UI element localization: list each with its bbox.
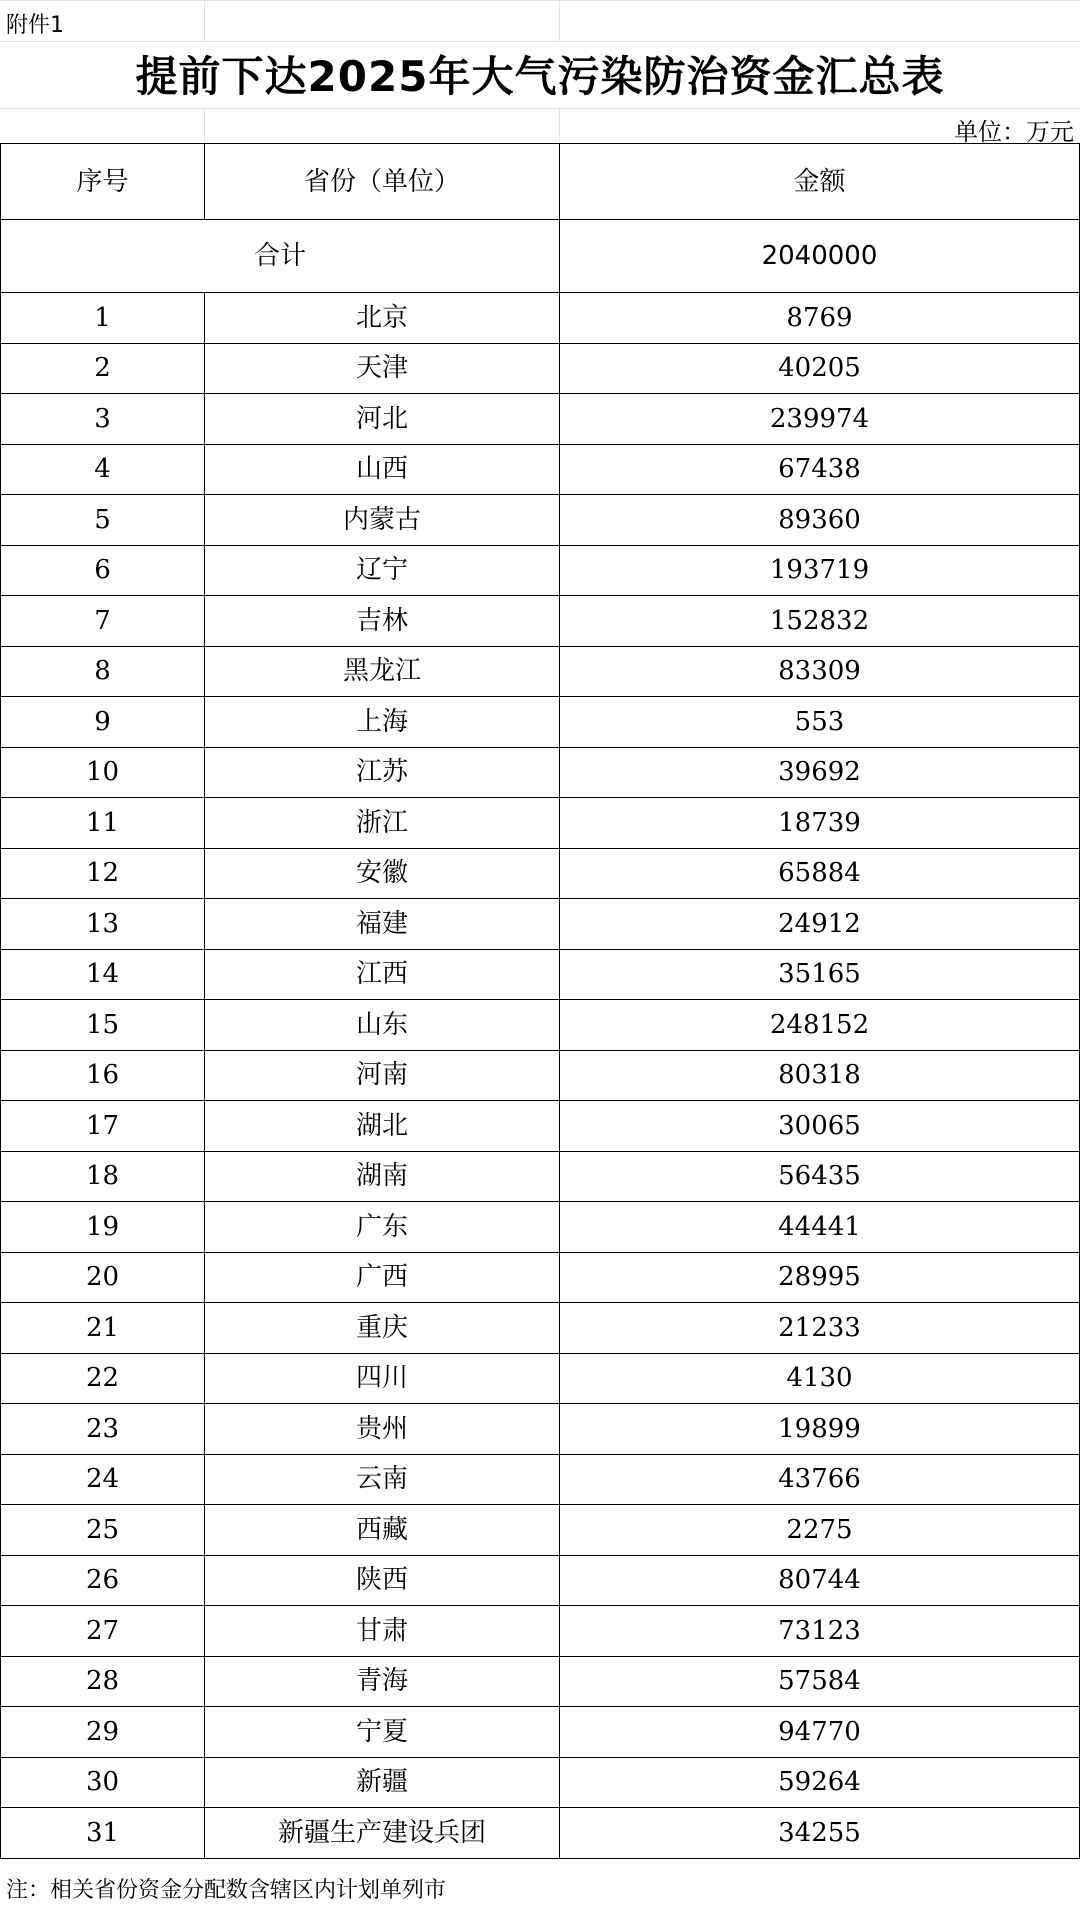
table-row: [1, 1202, 1080, 1253]
row-index-cell: 16: [1, 1050, 205, 1101]
table-row: [1, 1656, 1080, 1707]
table-row: [1, 1505, 1080, 1556]
header-province: 省份（单位）: [205, 144, 560, 220]
row-province-cell: 江苏: [205, 747, 560, 798]
row-province-cell: 辽宁: [205, 545, 560, 596]
row-index-cell: 5: [1, 495, 205, 546]
row-province-cell: 西藏: [205, 1505, 560, 1556]
row-province-cell: 山东: [205, 1000, 560, 1051]
row-amount-cell: 8769: [560, 293, 1080, 344]
row-amount-cell: 39692: [560, 747, 1080, 798]
row-province-cell: 青海: [205, 1656, 560, 1707]
row-province-cell: 湖北: [205, 1101, 560, 1152]
row-province-cell: 安徽: [205, 848, 560, 899]
row-index-cell: 4: [1, 444, 205, 495]
table-row: [1, 1808, 1080, 1859]
row-index-cell: 18: [1, 1151, 205, 1202]
total-amount: 2040000: [560, 220, 1080, 293]
row-province-cell: 黑龙江: [205, 646, 560, 697]
row-province-cell: 内蒙古: [205, 495, 560, 546]
grid-line: [559, 0, 560, 41]
table-header-row: [1, 144, 1080, 220]
row-province-cell: 吉林: [205, 596, 560, 647]
table-row: [1, 1050, 1080, 1101]
table-row: [1, 1252, 1080, 1303]
row-index-cell: 17: [1, 1101, 205, 1152]
row-amount-cell: 35165: [560, 949, 1080, 1000]
row-province-cell: 湖南: [205, 1151, 560, 1202]
row-province-cell: 河南: [205, 1050, 560, 1101]
row-amount-cell: 80318: [560, 1050, 1080, 1101]
row-index-cell: 8: [1, 646, 205, 697]
row-amount-cell: 80744: [560, 1555, 1080, 1606]
row-province-cell: 重庆: [205, 1303, 560, 1354]
row-province-cell: 甘肃: [205, 1606, 560, 1657]
table-row: [1, 848, 1080, 899]
header-amount: 金额: [560, 144, 1080, 220]
row-amount-cell: 30065: [560, 1101, 1080, 1152]
unit-label: 单位：万元: [954, 118, 1074, 146]
table-row: [1, 1707, 1080, 1758]
table-row: [1, 1000, 1080, 1051]
row-province-cell: 上海: [205, 697, 560, 748]
table-row: [1, 1606, 1080, 1657]
grid-line: [0, 41, 1080, 42]
row-index-cell: 10: [1, 747, 205, 798]
table-row: [1, 545, 1080, 596]
row-index-cell: 29: [1, 1707, 205, 1758]
fund-summary-table: [0, 143, 1080, 1859]
attachment-label: 附件1: [6, 13, 64, 38]
row-amount-cell: 94770: [560, 1707, 1080, 1758]
row-index-cell: 23: [1, 1404, 205, 1455]
table-row: [1, 293, 1080, 344]
row-amount-cell: 44441: [560, 1202, 1080, 1253]
row-province-cell: 云南: [205, 1454, 560, 1505]
page-title: 提前下达2025年大气污染防治资金汇总表: [135, 52, 945, 101]
row-index-cell: 22: [1, 1353, 205, 1404]
table-row: [1, 697, 1080, 748]
table-row: [1, 798, 1080, 849]
row-index-cell: 30: [1, 1757, 205, 1808]
row-index-cell: 15: [1, 1000, 205, 1051]
grid-line: [0, 108, 1080, 109]
row-index-cell: 9: [1, 697, 205, 748]
table-row: [1, 495, 1080, 546]
row-province-cell: 新疆: [205, 1757, 560, 1808]
table-row: [1, 1101, 1080, 1152]
table-row: [1, 949, 1080, 1000]
row-index-cell: 7: [1, 596, 205, 647]
row-amount-cell: 553: [560, 697, 1080, 748]
row-amount-cell: 89360: [560, 495, 1080, 546]
row-province-cell: 广西: [205, 1252, 560, 1303]
table-row: [1, 1151, 1080, 1202]
row-amount-cell: 24912: [560, 899, 1080, 950]
table-row: [1, 1404, 1080, 1455]
row-amount-cell: 73123: [560, 1606, 1080, 1657]
row-index-cell: 25: [1, 1505, 205, 1556]
row-amount-cell: 152832: [560, 596, 1080, 647]
total-label: 合计: [1, 220, 560, 293]
row-province-cell: 福建: [205, 899, 560, 950]
row-amount-cell: 65884: [560, 848, 1080, 899]
row-index-cell: 3: [1, 394, 205, 445]
row-index-cell: 20: [1, 1252, 205, 1303]
row-index-cell: 31: [1, 1808, 205, 1859]
row-index-cell: 26: [1, 1555, 205, 1606]
table-row: [1, 646, 1080, 697]
table-row: [1, 899, 1080, 950]
table-row: [1, 1303, 1080, 1354]
table-row: [1, 343, 1080, 394]
row-amount-cell: 57584: [560, 1656, 1080, 1707]
row-index-cell: 11: [1, 798, 205, 849]
grid-line: [204, 0, 205, 41]
row-index-cell: 28: [1, 1656, 205, 1707]
row-amount-cell: 34255: [560, 1808, 1080, 1859]
row-province-cell: 山西: [205, 444, 560, 495]
row-province-cell: 江西: [205, 949, 560, 1000]
total-row: [1, 220, 1080, 293]
row-amount-cell: 19899: [560, 1404, 1080, 1455]
grid-line: [204, 108, 205, 143]
row-index-cell: 2: [1, 343, 205, 394]
row-index-cell: 13: [1, 899, 205, 950]
row-index-cell: 21: [1, 1303, 205, 1354]
row-province-cell: 宁夏: [205, 1707, 560, 1758]
row-index-cell: 6: [1, 545, 205, 596]
row-province-cell: 天津: [205, 343, 560, 394]
row-province-cell: 新疆生产建设兵团: [205, 1808, 560, 1859]
row-amount-cell: 2275: [560, 1505, 1080, 1556]
row-index-cell: 12: [1, 848, 205, 899]
row-amount-cell: 28995: [560, 1252, 1080, 1303]
row-province-cell: 河北: [205, 394, 560, 445]
row-province-cell: 陕西: [205, 1555, 560, 1606]
row-province-cell: 广东: [205, 1202, 560, 1253]
row-amount-cell: 43766: [560, 1454, 1080, 1505]
row-province-cell: 贵州: [205, 1404, 560, 1455]
row-amount-cell: 40205: [560, 343, 1080, 394]
table-row: [1, 1555, 1080, 1606]
row-province-cell: 四川: [205, 1353, 560, 1404]
table-row: [1, 747, 1080, 798]
grid-line: [0, 0, 1080, 1]
table-row: [1, 596, 1080, 647]
row-amount-cell: 193719: [560, 545, 1080, 596]
row-amount-cell: 21233: [560, 1303, 1080, 1354]
row-index-cell: 1: [1, 293, 205, 344]
row-amount-cell: 18739: [560, 798, 1080, 849]
header-index: 序号: [1, 144, 205, 220]
row-amount-cell: 83309: [560, 646, 1080, 697]
row-amount-cell: 4130: [560, 1353, 1080, 1404]
table-row: [1, 1454, 1080, 1505]
row-amount-cell: 59264: [560, 1757, 1080, 1808]
row-amount-cell: 67438: [560, 444, 1080, 495]
table-row: [1, 1353, 1080, 1404]
row-province-cell: 浙江: [205, 798, 560, 849]
row-index-cell: 19: [1, 1202, 205, 1253]
footnote: 注：相关省份资金分配数含辖区内计划单列市: [6, 1878, 447, 1903]
table-row: [1, 444, 1080, 495]
row-index-cell: 14: [1, 949, 205, 1000]
row-amount-cell: 56435: [560, 1151, 1080, 1202]
grid-line: [559, 108, 560, 143]
table-row: [1, 1757, 1080, 1808]
row-amount-cell: 248152: [560, 1000, 1080, 1051]
row-index-cell: 24: [1, 1454, 205, 1505]
table-row: [1, 394, 1080, 445]
row-province-cell: 北京: [205, 293, 560, 344]
row-amount-cell: 239974: [560, 394, 1080, 445]
row-index-cell: 27: [1, 1606, 205, 1657]
